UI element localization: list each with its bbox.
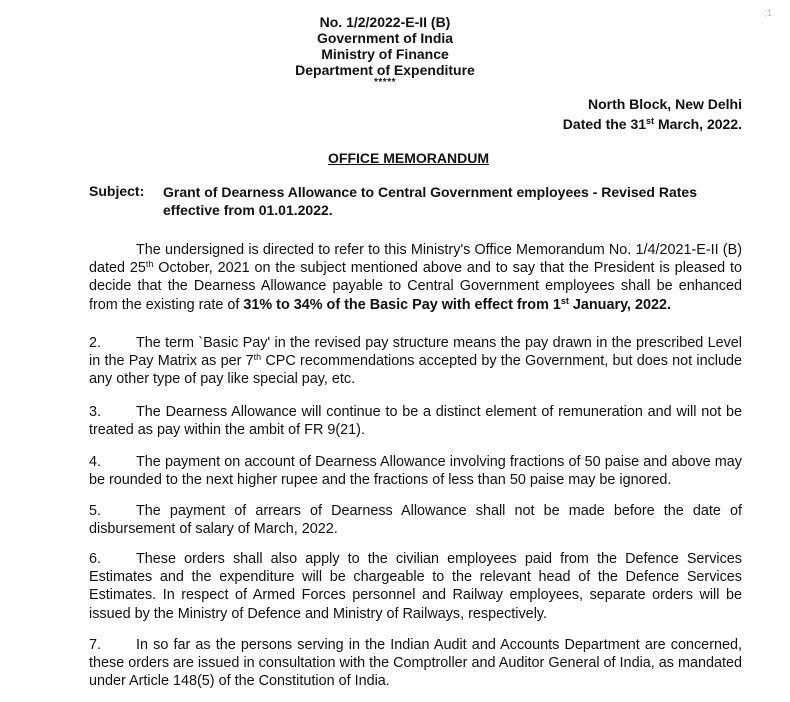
department-name: Department of Expenditure [295,62,475,78]
letterhead [170,14,600,88]
place: North Block, New Delhi [587,96,742,112]
paragraph-7: 7. In so far as the persons serving in the Indian Audit and Accounts Department are concerned, these orders are issued in consultation with the Comptroller and Auditor General of India, as mandated under Article 148(5) of the Constitution of India. [89,637,742,690]
separator-stars: ***** [374,77,396,88]
paragraph-6: 6. These orders shall also apply to the civilian employees paid from the Defence Services Estimates and the expenditure will be chargeable to the relevant head of the Defence Services Estimates. In respect of Armed Forces personnel and Railway employees, separate orders will be issued by the Ministry of Defence and Ministry of Railways, respectively. [89,551,742,622]
document-title: OFFICE MEMORANDUM [328,150,489,166]
government-name: Government of India [316,30,454,46]
subject-label: Subject: [89,183,145,199]
reference-number: No. 1/2/2022-E-II (B) [319,14,451,30]
paragraph-4: 4. The payment on account of Dearness Allowance involving fractions of 50 paise and above may be rounded to the next higher rupee and the fractions of less than 50 paise may be ignored. [89,454,742,489]
corner-scan-mark: ·;1 [761,8,772,18]
subject-text: Grant of Dearness Allowance to Central Government employees - Revised Rates effective from 01.01.2022. [163,184,697,218]
paragraph-2: 2. The term `Basic Pay' in the revised pay structure means the pay drawn in the prescribed Level in the Pay Matrix as per 7th CPC recommendations accepted by the Government, but does not include any other type of pay like special pay, etc. [89,335,742,388]
paragraph-3: 3. The Dearness Allowance will continue to be a distinct element of remuneration and will not be treated as pay within the ambit of FR 9(21). [89,404,742,439]
paragraph-5: 5. The payment of arrears of Dearness Allowance shall not be made before the date of disbursement of salary of March, 2022. [89,503,742,538]
date-line: Dated the 31st March, 2022. [562,116,742,132]
place-date-block [563,94,742,134]
ministry-name: Ministry of Finance [321,46,449,62]
paragraph-1: The undersigned is directed to refer to this Ministry's Office Memorandum No. 1/4/2021-E-II (B) dated 25th October, 2021 on the subject mentioned above and to say that the President is pleased to decide that the Dearness Allowance payable to Central Government employees shall be enhanced from the existing rate of 31% to 34% of the Basic Pay with effect from 1st January, 2022. [89,242,742,313]
